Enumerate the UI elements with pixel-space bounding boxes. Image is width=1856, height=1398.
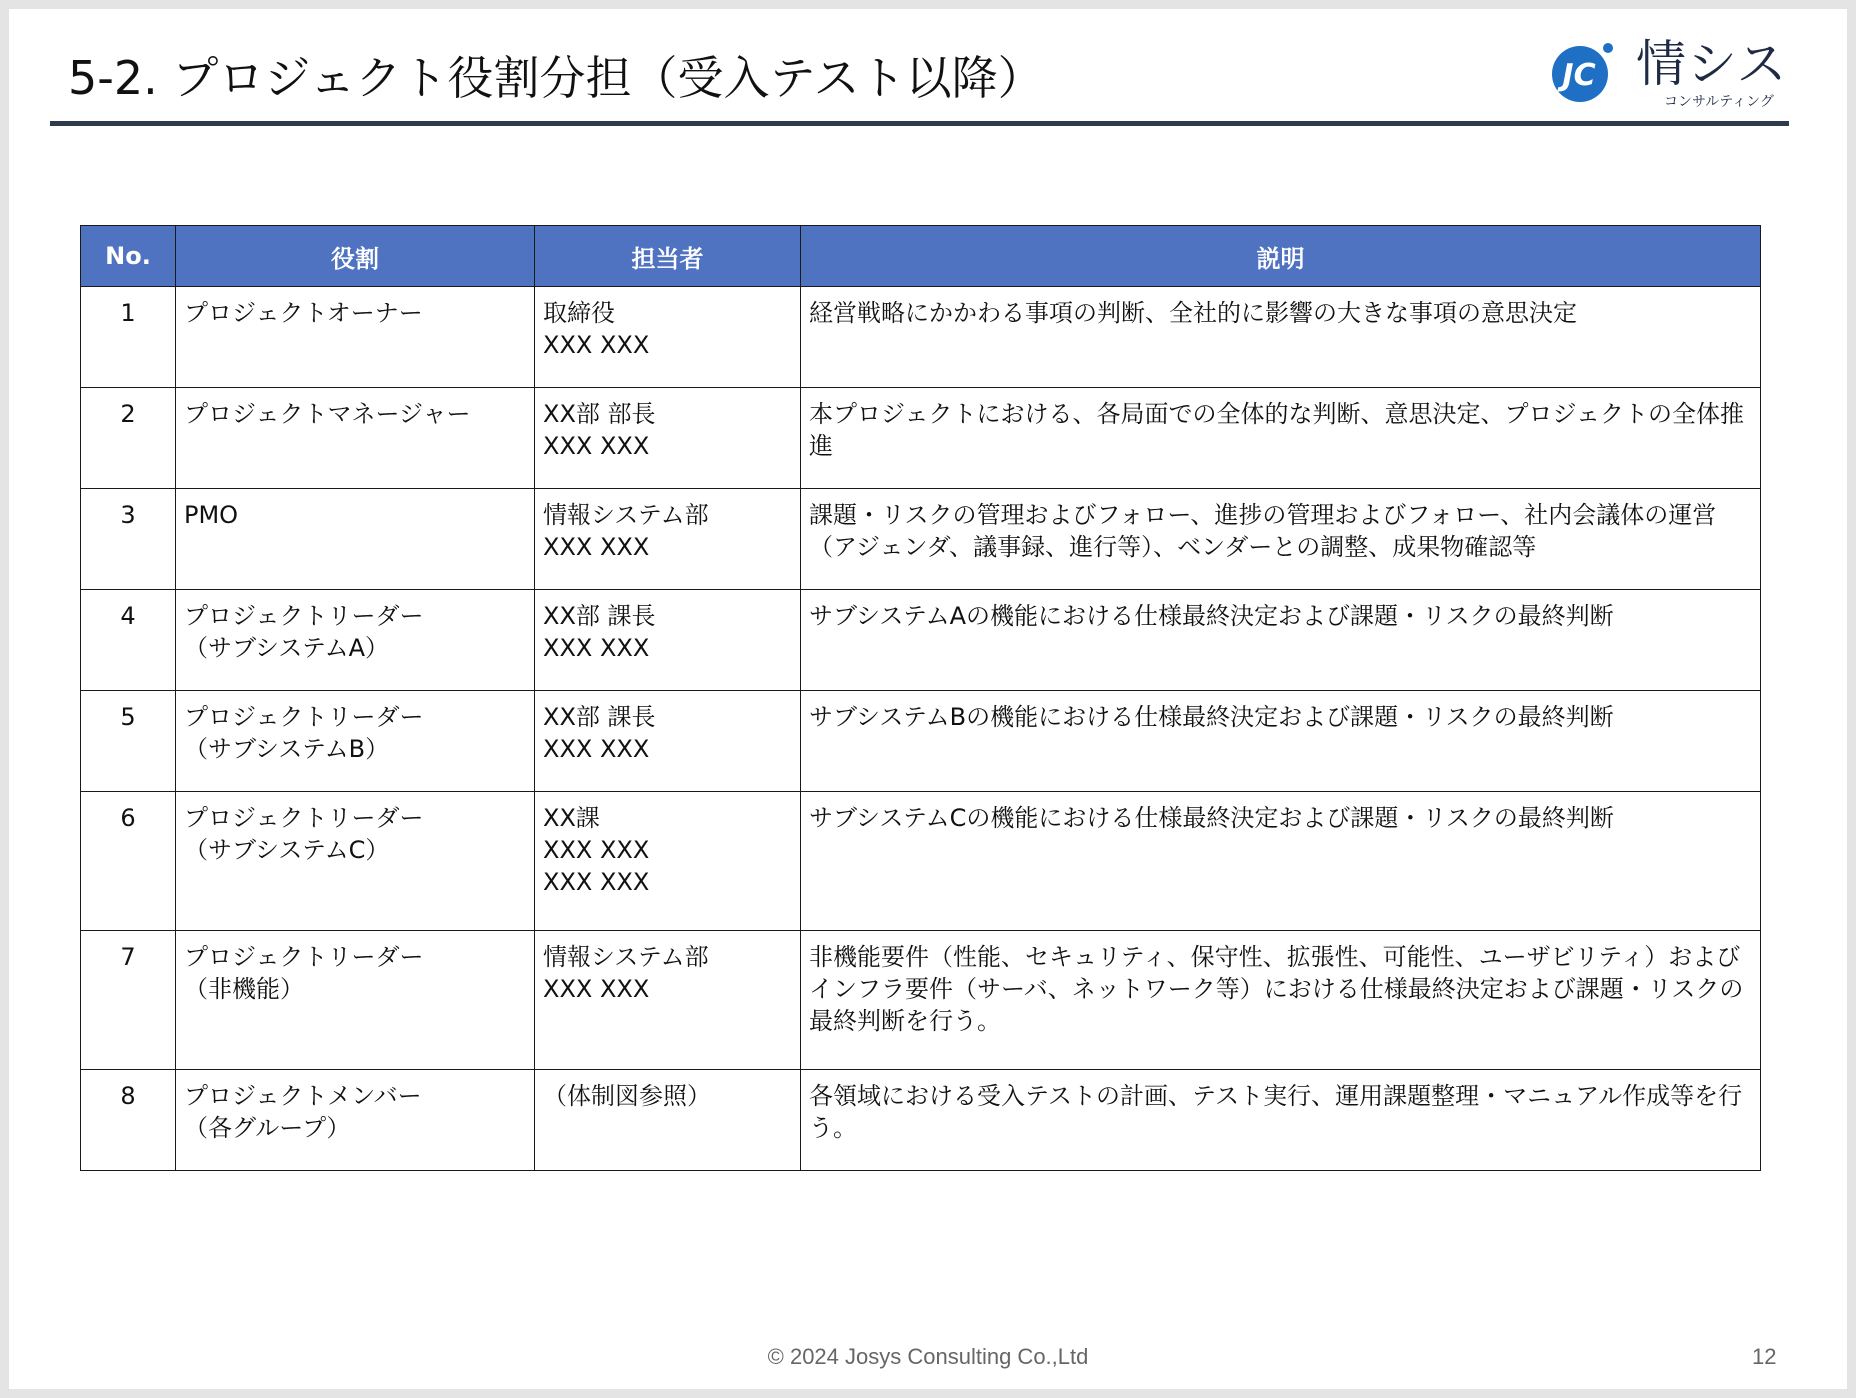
cell-desc: [801, 287, 1761, 388]
footer-copyright: © 2024 Josys Consulting Co.,Ltd: [767, 1344, 1089, 1369]
person-line: 情報システム部: [543, 943, 709, 971]
cell-desc: [801, 931, 1761, 1070]
cell-no: 6: [81, 792, 176, 931]
desc-text: サブシステムCの機能における仕様最終決定および課題・リスクの最終判断: [809, 804, 1614, 832]
table-header-row: [81, 226, 1761, 287]
desc-text: 本プロジェクトにおける、各局面での全体的な判断、意思決定、プロジェクトの全体推進: [809, 400, 1745, 460]
cell-person: [535, 691, 801, 792]
table-row: [81, 1070, 1761, 1171]
page-number: 12: [1752, 1344, 1777, 1369]
role-line: プロジェクトマネージャー: [184, 400, 471, 428]
cell-role: [176, 489, 535, 590]
cell-desc: [801, 1070, 1761, 1171]
cell-desc: [801, 792, 1761, 931]
header-no: No.: [81, 226, 176, 287]
role-line: PMO: [184, 501, 239, 529]
desc-text: 非機能要件（性能、セキュリティ、保守性、拡張性、可能性、ユーザビリティ）およびインフラ要件（サーバ、ネットワーク等）における仕様最終決定および課題・リスクの最終判断を行う。: [809, 943, 1744, 1035]
header-person: 担当者: [535, 226, 801, 287]
logo-brand-text: 情シス: [1636, 35, 1788, 93]
person-line: XXX XXX: [543, 533, 650, 561]
role-line: （サブシステムB）: [184, 735, 390, 763]
table-row: [81, 931, 1761, 1070]
person-line: XX課: [543, 804, 600, 832]
table-row: [81, 691, 1761, 792]
cell-role: [176, 691, 535, 792]
desc-text: 経営戦略にかかわる事項の判断、全社的に影響の大きな事項の意思決定: [809, 299, 1577, 327]
person-line: XXX XXX: [543, 634, 650, 662]
cell-role: [176, 590, 535, 691]
table-row: [81, 388, 1761, 489]
cell-desc: [801, 691, 1761, 792]
cell-role: [176, 287, 535, 388]
cell-no: 2: [81, 388, 176, 489]
cell-desc: [801, 590, 1761, 691]
cell-no: 8: [81, 1070, 176, 1171]
person-line: XXX XXX: [543, 735, 650, 763]
table-row: [81, 489, 1761, 590]
page-title: 5-2. プロジェクト役割分担（受入テスト以降）: [68, 51, 1044, 105]
cell-desc: [801, 489, 1761, 590]
desc-text: 各領域における受入テストの計画、テスト実行、運用課題整理・マニュアル作成等を行う。: [809, 1082, 1743, 1142]
person-line: XXX XXX: [543, 868, 650, 896]
cell-role: [176, 931, 535, 1070]
cell-no: 7: [81, 931, 176, 1070]
title-divider: [50, 121, 1789, 126]
header-desc: 説明: [801, 226, 1761, 287]
cell-role: [176, 792, 535, 931]
header-role: 役割: [176, 226, 535, 287]
person-line: XX部 課長: [543, 703, 656, 731]
role-table-container: [80, 225, 1760, 1171]
person-line: XXX XXX: [543, 432, 650, 460]
person-line: XXX XXX: [543, 836, 650, 864]
role-line: プロジェクトリーダー: [184, 804, 424, 832]
cell-desc: [801, 388, 1761, 489]
cell-no: 4: [81, 590, 176, 691]
role-table: [80, 225, 1761, 1171]
cell-role: [176, 388, 535, 489]
desc-text: サブシステムBの機能における仕様最終決定および課題・リスクの最終判断: [809, 703, 1614, 731]
person-line: XX部 部長: [543, 400, 656, 428]
logo-mark-letters: JC: [1562, 58, 1596, 93]
table-row: [81, 287, 1761, 388]
jc-monogram-circle-icon: [1550, 40, 1614, 104]
person-line: （体制図参照）: [543, 1082, 711, 1110]
desc-text: サブシステムAの機能における仕様最終決定および課題・リスクの最終判断: [809, 602, 1614, 630]
role-line: （サブシステムC）: [184, 836, 390, 864]
cell-role: [176, 1070, 535, 1171]
cell-no: 1: [81, 287, 176, 388]
role-line: （非機能）: [184, 975, 304, 1003]
person-line: 取締役: [543, 299, 615, 327]
cell-person: [535, 388, 801, 489]
role-line: （各グループ）: [184, 1114, 351, 1142]
cell-no: 3: [81, 489, 176, 590]
table-row: [81, 792, 1761, 931]
person-line: 情報システム部: [543, 501, 709, 529]
person-line: XXX XXX: [543, 331, 650, 359]
person-line: XXX XXX: [543, 975, 650, 1003]
person-line: XX部 課長: [543, 602, 656, 630]
cell-person: [535, 792, 801, 931]
cell-person: [535, 1070, 801, 1171]
role-line: プロジェクトオーナー: [184, 299, 423, 327]
table-row: [81, 590, 1761, 691]
role-line: プロジェクトリーダー: [184, 602, 424, 630]
role-line: （サブシステムA）: [184, 634, 390, 662]
cell-no: 5: [81, 691, 176, 792]
role-line: プロジェクトメンバー: [184, 1082, 422, 1110]
desc-text: 課題・リスクの管理およびフォロー、進捗の管理およびフォロー、社内会議体の運営（アジェンダ、議事録、進行等）、ベンダーとの調整、成果物確認等: [809, 501, 1717, 561]
role-line: プロジェクトリーダー: [184, 703, 424, 731]
cell-person: [535, 590, 801, 691]
cell-person: [535, 931, 801, 1070]
company-logo: [1550, 32, 1790, 116]
cell-person: [535, 287, 801, 388]
logo-sub-text: コンサルティング: [1664, 94, 1774, 110]
cell-person: [535, 489, 801, 590]
role-line: プロジェクトリーダー: [184, 943, 424, 971]
